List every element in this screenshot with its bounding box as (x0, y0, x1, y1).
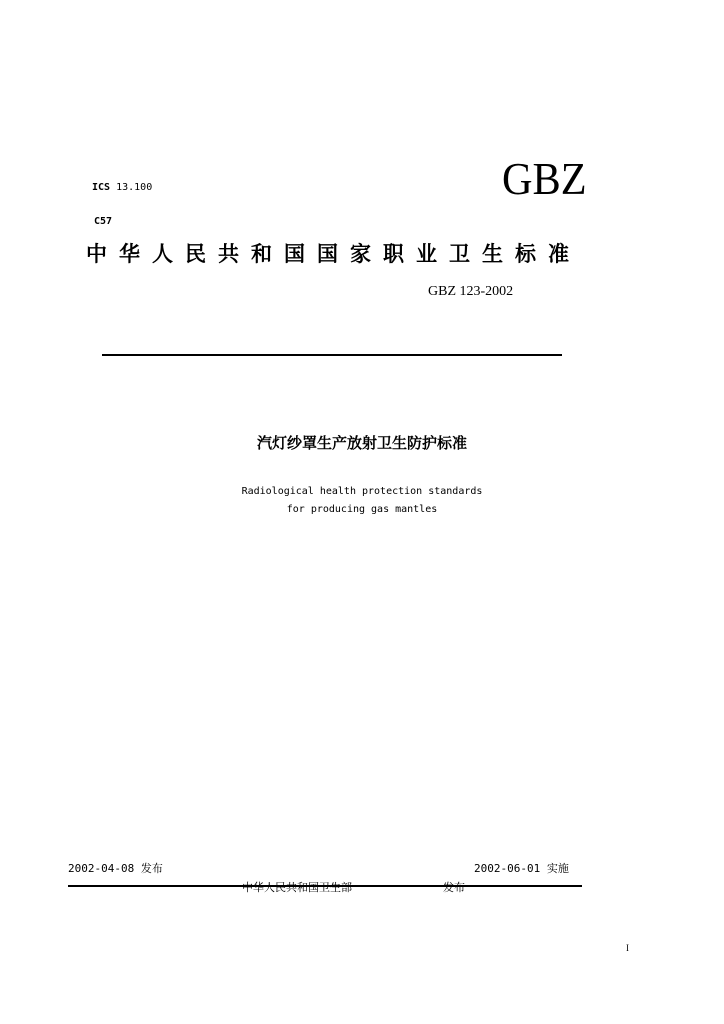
chinese-title: 汽灯纱罩生产放射卫生防护标准 (256, 434, 467, 452)
issue-date: 2002-04-08 发布 (68, 862, 163, 875)
effective-date: 2002-06-01 实施 (474, 862, 569, 875)
national-standard-title: 中华人民共和国国家职业卫生标准 (86, 242, 581, 266)
ics-label: ICS (92, 182, 111, 193)
standard-number: GBZ 123-2002 (428, 284, 514, 299)
issue-word: 发布 (443, 881, 465, 894)
page-number: I (626, 943, 629, 953)
issuing-authority: 中华人民共和国卫生部 (242, 881, 352, 894)
standard-mark: GBZ (502, 153, 587, 204)
header-divider (102, 354, 562, 356)
english-title (0, 483, 724, 519)
ics-number: 13.100 (116, 182, 153, 193)
ccs-code: C57 (94, 216, 113, 227)
ics-classification (92, 182, 152, 193)
english-title-line-1: Radiological health protection standards (241, 486, 483, 497)
english-title-line-2: for producing gas mantles (286, 504, 438, 515)
